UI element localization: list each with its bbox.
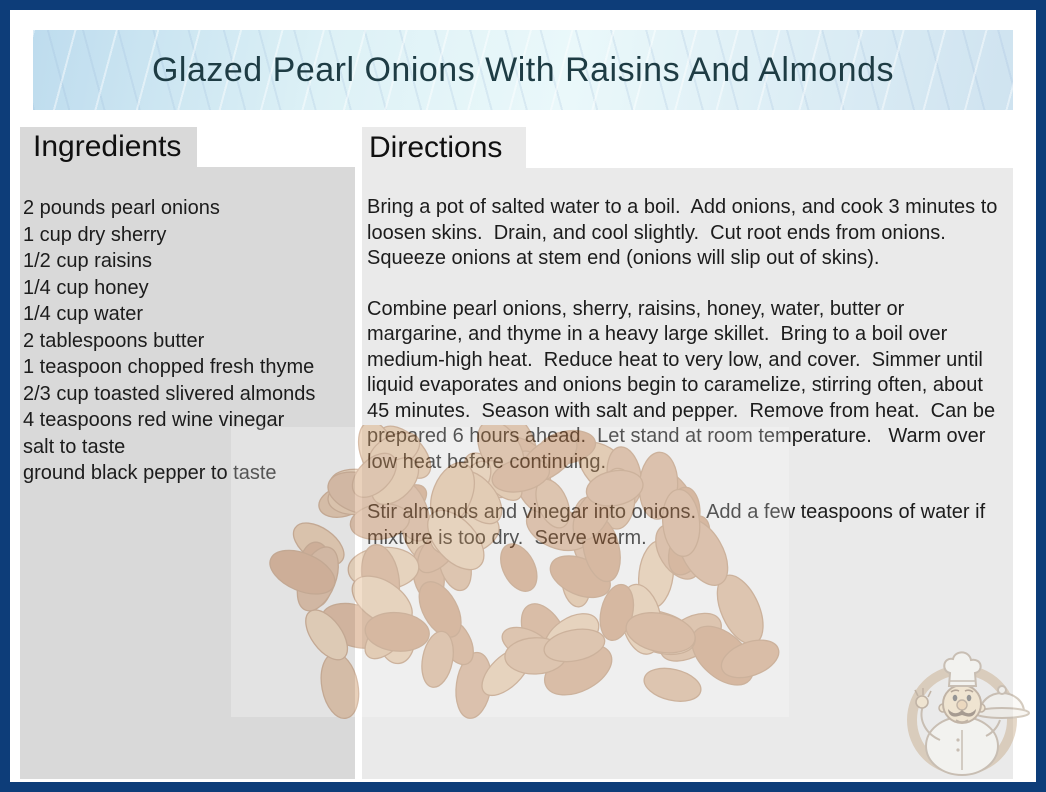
recipe-title: Glazed Pearl Onions With Raisins And Almonds <box>151 50 894 89</box>
ingredient-item: 4 teaspoons red wine vinegar <box>23 409 285 431</box>
ingredients-list <box>23 195 353 487</box>
directions-text <box>367 195 1003 551</box>
ingredient-item: 1 cup dry sherry <box>23 223 167 246</box>
ingredient-item: salt to taste <box>23 435 126 458</box>
directions-paragraph: Bring a pot of salted water to a boil. Add onions, and cook 3 minutes to loosen skins. Drain, and cool slightly. Cut root ends from onions. Squeeze onions at stem end (onions will slip out of skins). <box>367 196 1003 269</box>
ingredient-item: 2 tablespoons butter <box>23 329 205 352</box>
ingredient-item: ground black pepper to taste <box>23 462 277 484</box>
ingredient-item: 1/4 cup water <box>23 303 144 325</box>
ingredient-item: 1/4 cup honey <box>23 276 149 299</box>
ingredient-item: 2/3 cup toasted slivered almonds <box>23 382 316 405</box>
ingredients-heading: Ingredients <box>20 127 197 167</box>
ingredient-item: 2 pounds pearl onions <box>23 197 220 219</box>
directions-paragraph: Combine pearl onions, sherry, raisins, honey, water, butter or margarine, and thyme in a heavy large skillet. Bring to a boil over medium-high heat. Reduce heat to very low, and cover. Simmer until liquid evaporates and onions begin to caramelize, stirring often, about 45 minutes. Season with salt and pepper. Remove from heat. Can be prepared 6 hours ahead. Let stand at room temperature. Warm over low heat before continuing. <box>367 297 1001 473</box>
directions-panel <box>362 168 1013 779</box>
directions-heading: Directions <box>362 127 526 168</box>
ingredients-panel <box>20 167 355 779</box>
directions-paragraph: Stir almonds and vinegar into onions. Add a few teaspoons of water if mixture is too dry. Serve warm. <box>367 501 991 549</box>
ingredient-item: 1/2 cup raisins <box>23 250 152 272</box>
title-banner <box>33 30 1013 110</box>
ingredient-item: 1 teaspoon chopped fresh thyme <box>23 356 315 378</box>
